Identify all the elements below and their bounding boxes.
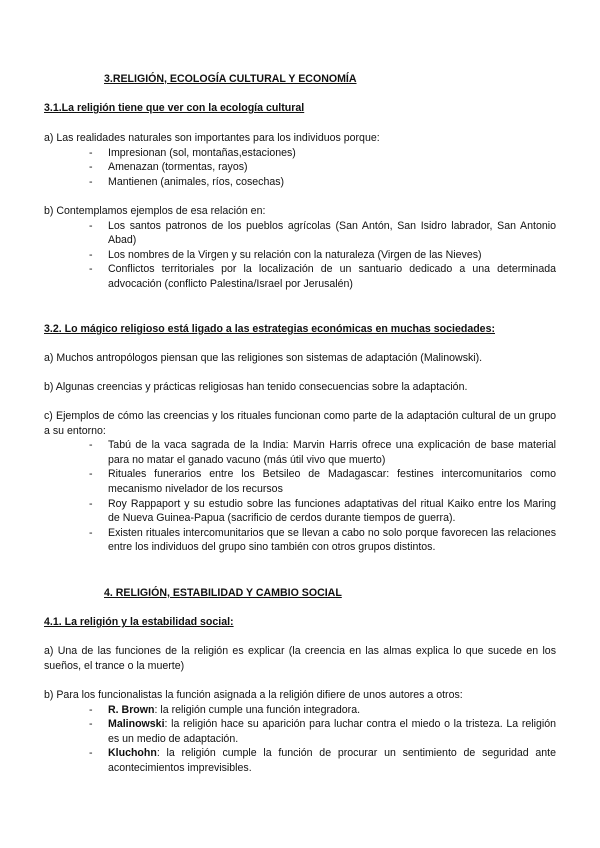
list-item: - Rituales funerarios entre los Betsileo de Madagascar: festines intercomunitarios como mecanismo nivelador de los recursos: [108, 467, 556, 496]
subsection-3-1-part-a: [44, 131, 556, 189]
list-item: [108, 703, 556, 718]
list-item: - Impresionan (sol, montañas,estaciones): [108, 146, 556, 161]
list-item: - Los santos patronos de los pueblos agrícolas (San Antón, San Isidro labrador, San Antonio Abad): [108, 219, 556, 248]
subsection-3-1-heading: 3.1.La religión tiene que ver con la ecología cultural: [44, 102, 305, 114]
list-item: - Conflictos territoriales por la localización de un santuario dedicado a una determinada advocación (conflicto Palestina/Israel por Jerusalén): [108, 262, 556, 291]
paragraph: a) Muchos antropólogos piensan que las religiones son sistemas de adaptación (Malinowski).: [44, 352, 483, 364]
author-description: : la religión cumple la función de procurar un sentimiento de seguridad ante acontecimientos imprevisibles.: [108, 747, 556, 774]
author-name: Malinowski: [108, 718, 165, 731]
bullet-list: [44, 703, 556, 776]
paragraph-intro: a) Las realidades naturales son importantes para los individuos porque:: [44, 132, 380, 144]
subsection-4-1-heading: 4.1. La religión y la estabilidad social:: [44, 616, 234, 628]
list-item: [108, 717, 556, 746]
subsection-3-1-part-b: [44, 204, 556, 292]
subsection-3-2-part-a: [44, 351, 556, 366]
subsection-4-1-part-b: [44, 688, 556, 776]
bullet-list: [44, 438, 556, 555]
subsection-4-1-part-a: [44, 644, 556, 673]
bullet-list: [44, 219, 556, 292]
subsection-3-2-part-c: [44, 409, 556, 555]
section-3-heading: 3.RELIGIÓN, ECOLOGÍA CULTURAL Y ECONOMÍA: [104, 73, 357, 85]
list-item: - Amenazan (tormentas, rayos): [108, 160, 556, 175]
list-item: - Los nombres de la Virgen y su relación con la naturaleza (Virgen de las Nieves): [108, 248, 556, 263]
bullet-list: [44, 146, 556, 190]
paragraph-intro: b) Contemplamos ejemplos de esa relación en:: [44, 205, 266, 217]
paragraph: a) Una de las funciones de la religión es explicar (la creencia en las almas explica lo que sucede en los sueños, el trance o la muerte): [44, 645, 556, 672]
list-item: - Roy Rappaport y su estudio sobre las funciones adaptativas del ritual Kaiko entre los Maring de Nueva Guinea-Papua (sacrificio de cerdos durante tiempos de guerra).: [108, 497, 556, 526]
list-item: [108, 746, 556, 775]
list-item: - Existen rituales intercomunitarios que se llevan a cabo no solo porque favorecen las relaciones entre los individuos del grupo sino también con otros grupos distintos.: [108, 526, 556, 555]
subsection-3-2-part-b: [44, 380, 556, 395]
paragraph-intro: c) Ejemplos de cómo las creencias y los rituales funcionan como parte de la adaptación cultural de un grupo a su entorno:: [44, 410, 556, 437]
paragraph-intro: b) Para los funcionalistas la función asignada a la religión difiere de unos autores a otros:: [44, 689, 463, 701]
paragraph: b) Algunas creencias y prácticas religiosas han tenido consecuencias sobre la adaptación.: [44, 381, 468, 393]
author-name: R. Brown: [108, 703, 155, 716]
section-4-heading: 4. RELIGIÓN, ESTABILIDAD Y CAMBIO SOCIAL: [104, 587, 342, 599]
author-description: : la religión cumple una función integradora.: [154, 703, 361, 716]
list-item: - Mantienen (animales, ríos, cosechas): [108, 175, 556, 190]
list-item: - Tabú de la vaca sagrada de la India: Marvin Harris ofrece una explicación de base material para no matar el ganado vacuno (más útil vivo que muerto): [108, 438, 556, 467]
subsection-3-2-heading: 3.2. Lo mágico religioso está ligado a las estrategias económicas en muchas sociedades:: [44, 323, 495, 335]
author-description: : la religión hace su aparición para luchar contra el miedo o la tristeza. La religión es un medio de adaptación.: [108, 718, 556, 745]
author-name: Kluchohn: [108, 747, 157, 760]
